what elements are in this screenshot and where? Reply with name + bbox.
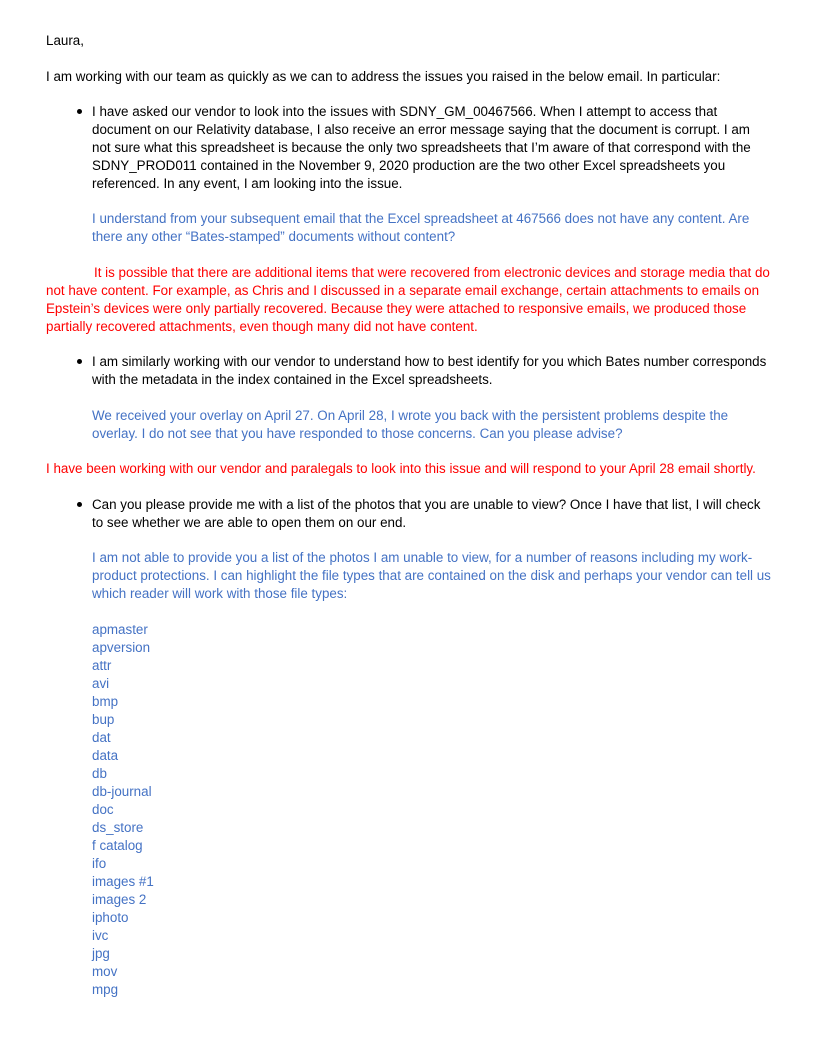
- file-type-item: doc: [92, 802, 114, 817]
- file-type-item: bup: [92, 712, 115, 727]
- file-type-item: apversion: [92, 640, 151, 655]
- file-type-item: images #1: [92, 874, 154, 889]
- bullet-text: I have asked our vendor to look into the issues with SDNY_GM_00467566. When I attempt to access that document on our Relativity database, I also receive an error message saying that the document is corrupt. I am not sure what this spreadsheet is because the only two spreadsheets that I’m aware of that correspond with the SDNY_PROD011 contained in the November 9, 2020 production are the two other Excel spreadsheets you referenced. In any event, I am looking into the issue.: [92, 104, 751, 191]
- file-type-item: apmaster: [92, 622, 148, 637]
- file-type-item: bmp: [92, 694, 119, 709]
- greeting: Laura,: [46, 33, 84, 48]
- file-type-item: ds_store: [92, 820, 144, 835]
- bullet-text: Can you please provide me with a list of the photos that you are unable to view? Once I have that list, I will check to see whether we are able to open them on our end.: [92, 497, 761, 530]
- email-body: [46, 32, 776, 999]
- red-response: It is possible that there are additional items that were recovered from electronic devices and storage media that do not have content. For example, as Chris and I discussed in a separate email exchange, certain attachments to emails on Epstein’s devices were only partially recovered. Because they were attached to responsive emails, we produced those partially recovered attachments, even though many did not have content.: [46, 265, 770, 334]
- file-type-item: jpg: [92, 946, 110, 961]
- bullet-icon: [77, 353, 87, 371]
- file-type-item: dat: [92, 730, 111, 745]
- file-type-item: iphoto: [92, 910, 129, 925]
- blue-reply: I am not able to provide you a list of the photos I am unable to view, for a number of reasons including my work-product protections. I can highlight the file types that are contained on the disk and perhaps your vendor can tell us which reader will work with those file types:: [92, 550, 771, 601]
- file-type-item: ivc: [92, 928, 109, 943]
- blue-reply: I understand from your subsequent email that the Excel spreadsheet at 467566 does not have any content. Are there any other “Bates-stamped” documents without content?: [92, 211, 750, 244]
- file-type-item: db-journal: [92, 784, 152, 799]
- file-type-item: data: [92, 748, 119, 763]
- file-type-item: f catalog: [92, 838, 143, 853]
- file-type-item: db: [92, 766, 107, 781]
- file-type-list: [92, 621, 776, 999]
- file-type-item: images 2: [92, 892, 147, 907]
- file-type-item: mpg: [92, 982, 119, 997]
- bullet-item: [92, 496, 772, 532]
- bullet-item: [92, 353, 772, 389]
- red-response: I have been working with our vendor and paralegals to look into this issue and will respond to your April 28 email shortly.: [46, 461, 756, 476]
- bullet-icon: [77, 496, 87, 514]
- file-type-item: attr: [92, 658, 112, 673]
- file-type-item: ifo: [92, 856, 107, 871]
- blue-reply: We received your overlay on April 27. On April 28, I wrote you back with the persistent problems despite the overlay. I do not see that you have responded to those concerns. Can you please advise?: [92, 408, 729, 441]
- file-type-item: avi: [92, 676, 110, 691]
- file-type-item: mov: [92, 964, 118, 979]
- bullet-item: [92, 103, 772, 193]
- bullet-text: I am similarly working with our vendor to understand how to best identify for you which Bates number corresponds with the metadata in the index contained in the Excel spreadsheets.: [92, 354, 767, 387]
- intro-paragraph: I am working with our team as quickly as we can to address the issues you raised in the below email. In particular:: [46, 69, 721, 84]
- bullet-icon: [77, 103, 87, 121]
